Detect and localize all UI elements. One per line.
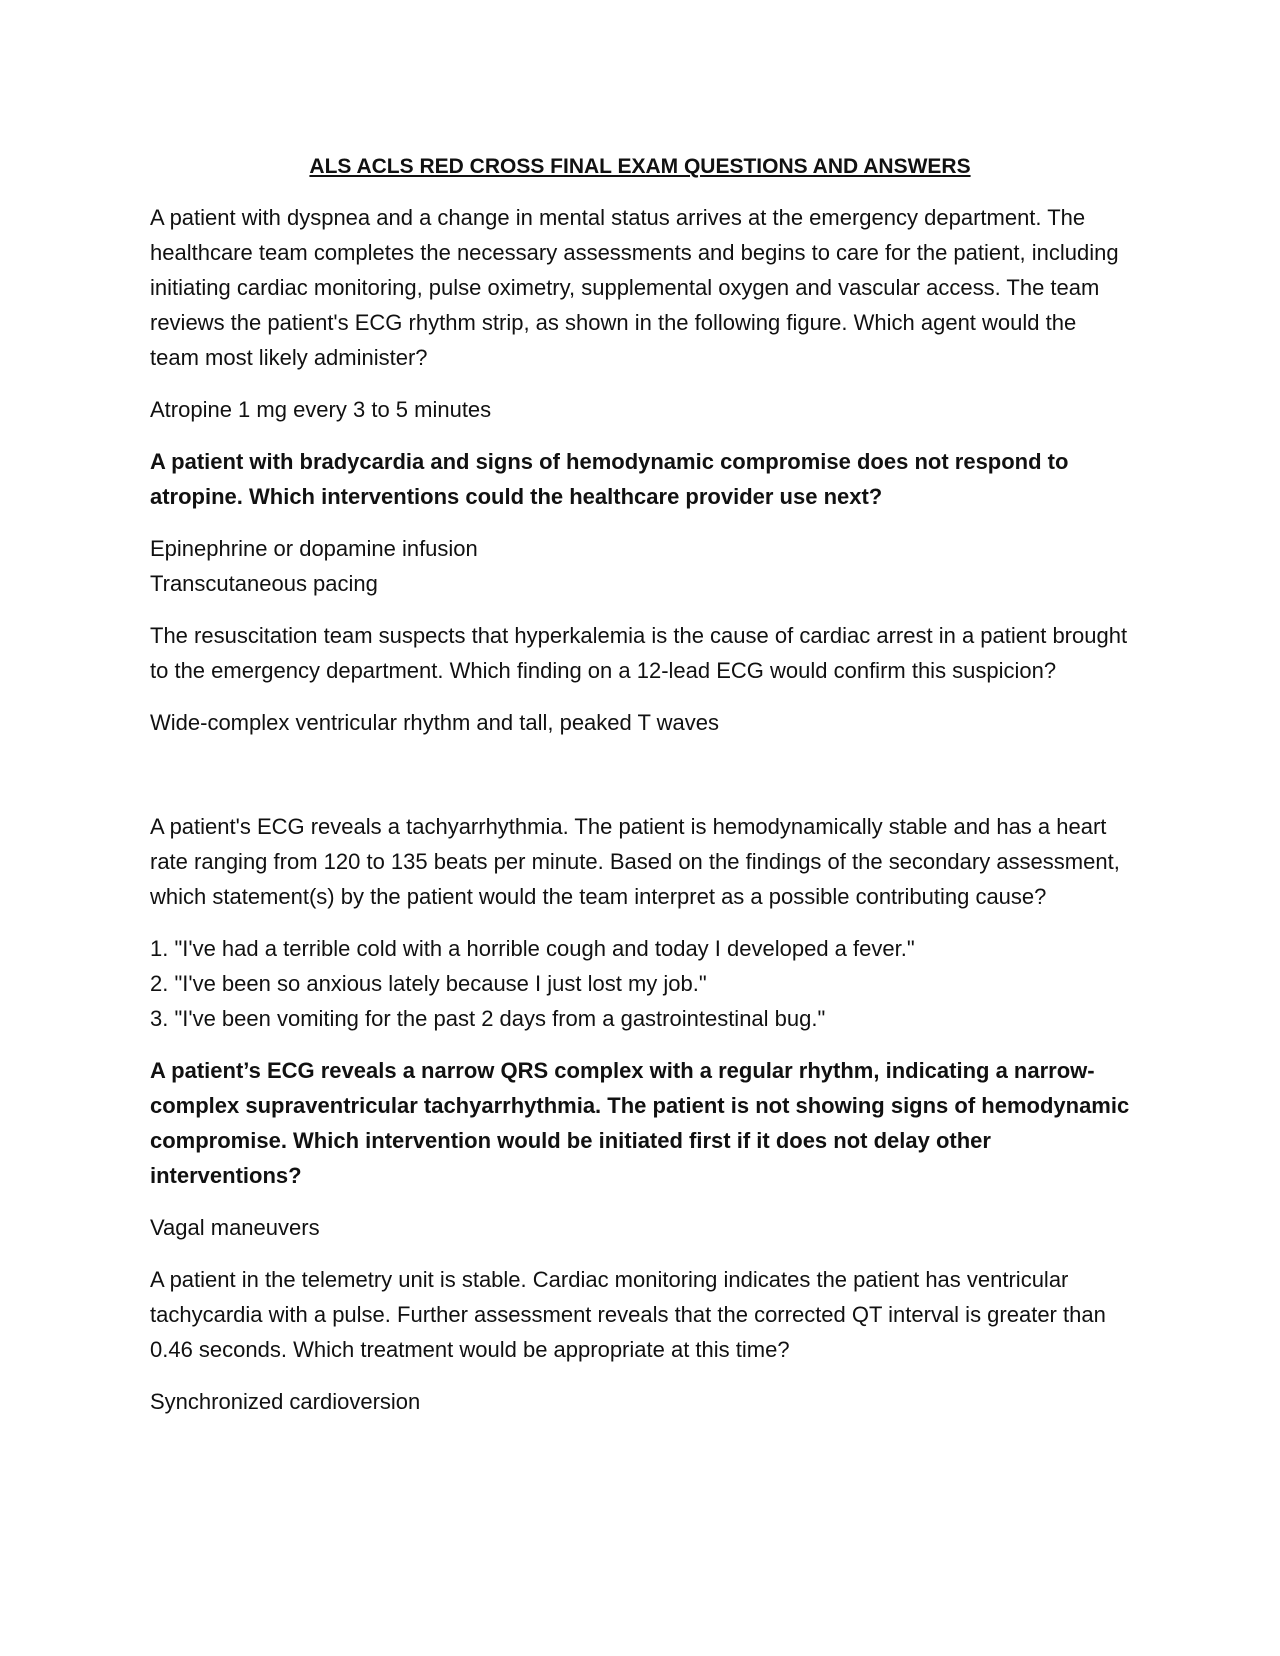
question-4-text: A patient's ECG reveals a tachyarrhythmia. The patient is hemodynamically stable and has a heart rate ranging from 120 to 135 beats per minute. Based on the findings of the secondary assessment, which statement(s) by the patient would the team interpret as a possible contributing cause?: [150, 814, 1120, 909]
answer-2-line-2: Transcutaneous pacing: [150, 571, 378, 596]
document-body: [150, 150, 1130, 1436]
question-1-text: A patient with dyspnea and a change in mental status arrives at the emergency department. The healthcare team completes the necessary assessments and begins to care for the patient, including initiating cardiac monitoring, pulse oximetry, supplemental oxygen and vascular access. The team reviews the patient's ECG rhythm strip, as shown in the following figure. Which agent would the team most likely administer?: [150, 205, 1119, 370]
question-3-text: The resuscitation team suspects that hyperkalemia is the cause of cardiac arrest in a patient brought to the emergency department. Which finding on a 12-lead ECG would confirm this suspicion?: [150, 623, 1128, 683]
question-6-text: A patient in the telemetry unit is stable. Cardiac monitoring indicates the patient has ventricular tachycardia with a pulse. Further assessment reveals that the corrected QT interval is greater than 0.46 seconds. Which treatment would be appropriate at this time?: [150, 1267, 1106, 1362]
blank-spacer: [150, 757, 1130, 809]
answer-5-text: Vagal maneuvers: [150, 1215, 320, 1240]
answer-4-option-3: 3. "I've been vomiting for the past 2 days from a gastrointestinal bug.": [150, 1006, 826, 1031]
answer-4-option-2: 2. "I've been so anxious lately because I just lost my job.": [150, 971, 707, 996]
answer-2-line-1: Epinephrine or dopamine infusion: [150, 536, 478, 561]
answer-3-text: Wide-complex ventricular rhythm and tall, peaked T waves: [150, 710, 719, 735]
question-5-text: A patient’s ECG reveals a narrow QRS complex with a regular rhythm, indicating a narrow-complex supraventricular tachyarrhythmia. The patient is not showing signs of hemodynamic compromise. Which intervention would be initiated first if it does not delay other interventions?: [150, 1058, 1130, 1188]
answer-4-option-1: 1. "I've had a terrible cold with a horrible cough and today I developed a fever.": [150, 936, 915, 961]
answer-2-block: [150, 531, 1130, 601]
answer-6-text: Synchronized cardioversion: [150, 1389, 421, 1414]
question-2-text: A patient with bradycardia and signs of hemodynamic compromise does not respond to atropine. Which interventions could the healthcare provider use next?: [150, 449, 1069, 509]
answer-1-text: Atropine 1 mg every 3 to 5 minutes: [150, 397, 492, 422]
answer-4-options: [150, 931, 1130, 1036]
document-title: ALS ACLS RED CROSS FINAL EXAM QUESTIONS AND ANSWERS: [309, 155, 971, 178]
